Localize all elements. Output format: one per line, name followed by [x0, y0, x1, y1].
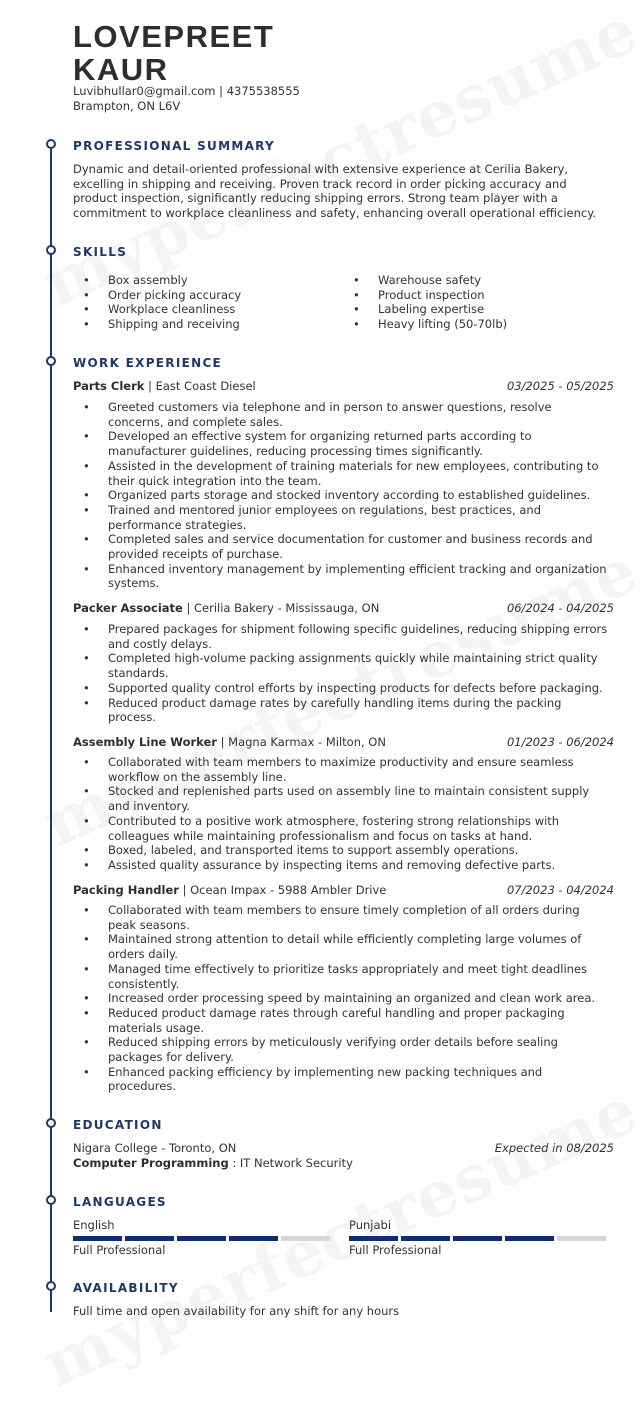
job-title: Parts Clerk: [73, 379, 145, 393]
list-item: • Maintained strong attention to detail while efficiently completing large volumes of orders daily.: [73, 932, 614, 961]
contact-location: Brampton, ON L6V: [73, 99, 181, 113]
job-bullets: [73, 400, 614, 591]
skill-item: • Order picking accuracy: [73, 288, 241, 303]
job-bullets: [73, 622, 614, 725]
skill-item: • Heavy lifting (50-70lb): [343, 317, 507, 332]
skill-item: • Workplace cleanliness: [73, 302, 241, 317]
summary-line: commitment to workplace cleanliness and safety, enhancing overall operational efficiency.: [73, 206, 597, 221]
section-title-education: EDUCATION: [73, 1118, 163, 1132]
list-item: • Managed time effectively to prioritize tasks appropriately and meet tight deadlines consistently.: [73, 962, 614, 991]
availability-text: Full time and open availability for any shift for any hours: [73, 1304, 400, 1318]
list-item: • Prepared packages for shipment following specific guidelines, reducing shipping errors and costly delays.: [73, 622, 614, 651]
list-item: • Reduced shipping errors by meticulously verifying order details before sealing packages for delivery.: [73, 1035, 614, 1064]
list-item: • Assisted quality assurance by inspecting items and removing defective parts.: [73, 858, 614, 873]
list-item: • Collaborated with team members to maximize productivity and ensure seamless workflow on the assembly line.: [73, 755, 614, 784]
list-item: • Completed sales and service documentation for customer and business records and provided receipts of purchase.: [73, 532, 614, 561]
language-punjabi: [349, 1218, 609, 1258]
proficiency-segment-empty: [557, 1236, 606, 1241]
skill-item: • Labeling expertise: [343, 302, 507, 317]
skill-item: • Box assembly: [73, 273, 241, 288]
proficiency-segment-filled: [349, 1236, 398, 1241]
proficiency-segment-filled: [73, 1236, 122, 1241]
job-bullets: [73, 755, 614, 873]
section-title-summary: PROFESSIONAL SUMMARY: [73, 139, 276, 153]
job-title: Packing Handler: [73, 883, 179, 897]
list-item: • Greeted customers via telephone and in person to answer questions, resolve concerns, and complete sales.: [73, 400, 614, 429]
job-dates: 06/2024 - 04/2025: [506, 601, 614, 615]
list-item: • Completed high-volume packing assignments quickly while maintaining strict quality standards.: [73, 651, 614, 680]
job-bullets: [73, 903, 614, 1094]
timeline-dot-education: [46, 1118, 56, 1128]
list-item: • Reduced product damage rates through careful handling and proper packaging materials usage.: [73, 1006, 614, 1035]
proficiency-segment-filled: [229, 1236, 278, 1241]
summary-line: Dynamic and detail-oriented professional with extensive experience at Cerilia Bakery,: [73, 162, 569, 176]
job-header: [73, 735, 614, 750]
job-dates: 01/2023 - 06/2024: [506, 735, 614, 749]
language-proficiency-bar: [349, 1236, 609, 1241]
list-item: • Collaborated with team members to ensure timely completion of all orders during peak seasons.: [73, 903, 614, 932]
education-entry: [73, 1141, 614, 1171]
skills-column-right: [343, 273, 507, 332]
job-dates: 07/2023 - 04/2024: [506, 883, 614, 897]
timeline-dot-skills: [46, 245, 56, 255]
skill-item: • Shipping and receiving: [73, 317, 241, 332]
skill-item: • Warehouse safety: [343, 273, 507, 288]
timeline-line: [50, 144, 52, 1312]
skills-column-left: [73, 273, 241, 332]
job-company: | Cerilia Bakery - Mississauga, ON: [182, 601, 380, 615]
proficiency-segment-empty: [281, 1236, 330, 1241]
contact-email-phone: Luvibhullar0@gmail.com | 4375538555: [73, 84, 300, 98]
list-item: • Increased order processing speed by maintaining an organized and clean work area.: [73, 991, 614, 1006]
language-english: [73, 1218, 333, 1258]
section-title-experience: WORK EXPERIENCE: [73, 356, 223, 370]
proficiency-segment-filled: [125, 1236, 174, 1241]
section-title-availability: AVAILABILITY: [73, 1281, 179, 1295]
job-company: | Ocean Impax - 5988 Ambler Drive: [178, 883, 387, 897]
contact-info: [73, 84, 300, 114]
job-header: [73, 379, 614, 394]
proficiency-segment-filled: [177, 1236, 226, 1241]
language-level: Full Professional: [73, 1243, 166, 1257]
list-item: • Enhanced inventory management by implementing efficient tracking and organization systems.: [73, 562, 614, 591]
timeline-dot-availability: [46, 1281, 56, 1291]
education-school: Nigara College - Toronto, ON: [73, 1141, 237, 1155]
job-company: | East Coast Diesel: [144, 379, 256, 393]
list-item: • Stocked and replenished parts used on assembly line to maintain consistent supply and inventory.: [73, 784, 614, 813]
list-item: • Enhanced packing efficiency by implementing new packing techniques and procedures.: [73, 1065, 614, 1094]
job-company: | Magna Karmax - Milton, ON: [216, 735, 386, 749]
name-line-1: LOVEPREET: [73, 19, 275, 54]
timeline-dot-experience: [46, 356, 56, 366]
list-item: • Trained and mentored junior employees on regulations, best practices, and performance strategies.: [73, 503, 614, 532]
list-item: • Organized parts storage and stocked inventory according to established guidelines.: [73, 488, 614, 503]
proficiency-segment-filled: [453, 1236, 502, 1241]
proficiency-segment-filled: [401, 1236, 450, 1241]
job-title: Packer Associate: [73, 601, 183, 615]
language-proficiency-bar: [73, 1236, 333, 1241]
list-item: • Supported quality control efforts by inspecting products for defects before packaging.: [73, 681, 614, 696]
summary-line: excelling in shipping and receiving. Proven track record in order picking accuracy and: [73, 176, 567, 191]
list-item: • Assisted in the development of training materials for new employees, contributing to their quick integration into the team.: [73, 459, 614, 488]
summary-line: product inspection, significantly reducing shipping errors. Strong team player with a: [73, 191, 558, 206]
list-item: • Boxed, labeled, and transported items to support assembly operations.: [73, 843, 614, 858]
language-name: English: [73, 1218, 115, 1232]
timeline-dot-summary: [46, 139, 56, 149]
section-title-languages: LANGUAGES: [73, 1195, 167, 1209]
job-header: [73, 601, 614, 616]
proficiency-segment-filled: [505, 1236, 554, 1241]
language-level: Full Professional: [349, 1243, 442, 1257]
timeline-dot-languages: [46, 1195, 56, 1205]
section-title-skills: SKILLS: [73, 245, 128, 259]
education-date: Expected in 08/2025: [494, 1141, 614, 1155]
job-title: Assembly Line Worker: [73, 735, 217, 749]
education-degree: Computer Programming: [73, 1156, 229, 1170]
job-dates: 03/2025 - 05/2025: [506, 379, 614, 393]
summary-text: [73, 162, 603, 221]
candidate-name: [73, 20, 274, 86]
list-item: • Developed an effective system for organizing returned parts according to manufacturer guidelines, reducing processing times significantly.: [73, 429, 614, 458]
list-item: • Reduced product damage rates by carefully handling items during the packing process.: [73, 696, 614, 725]
education-field: : IT Network Security: [228, 1156, 353, 1170]
language-name: Punjabi: [349, 1218, 392, 1232]
list-item: • Contributed to a positive work atmosphere, fostering strong relationships with colleagues while maintaining professionalism and focus on tasks at hand.: [73, 814, 614, 843]
job-header: [73, 883, 614, 898]
skill-item: • Product inspection: [343, 288, 507, 303]
name-line-2: KAUR: [73, 52, 169, 87]
